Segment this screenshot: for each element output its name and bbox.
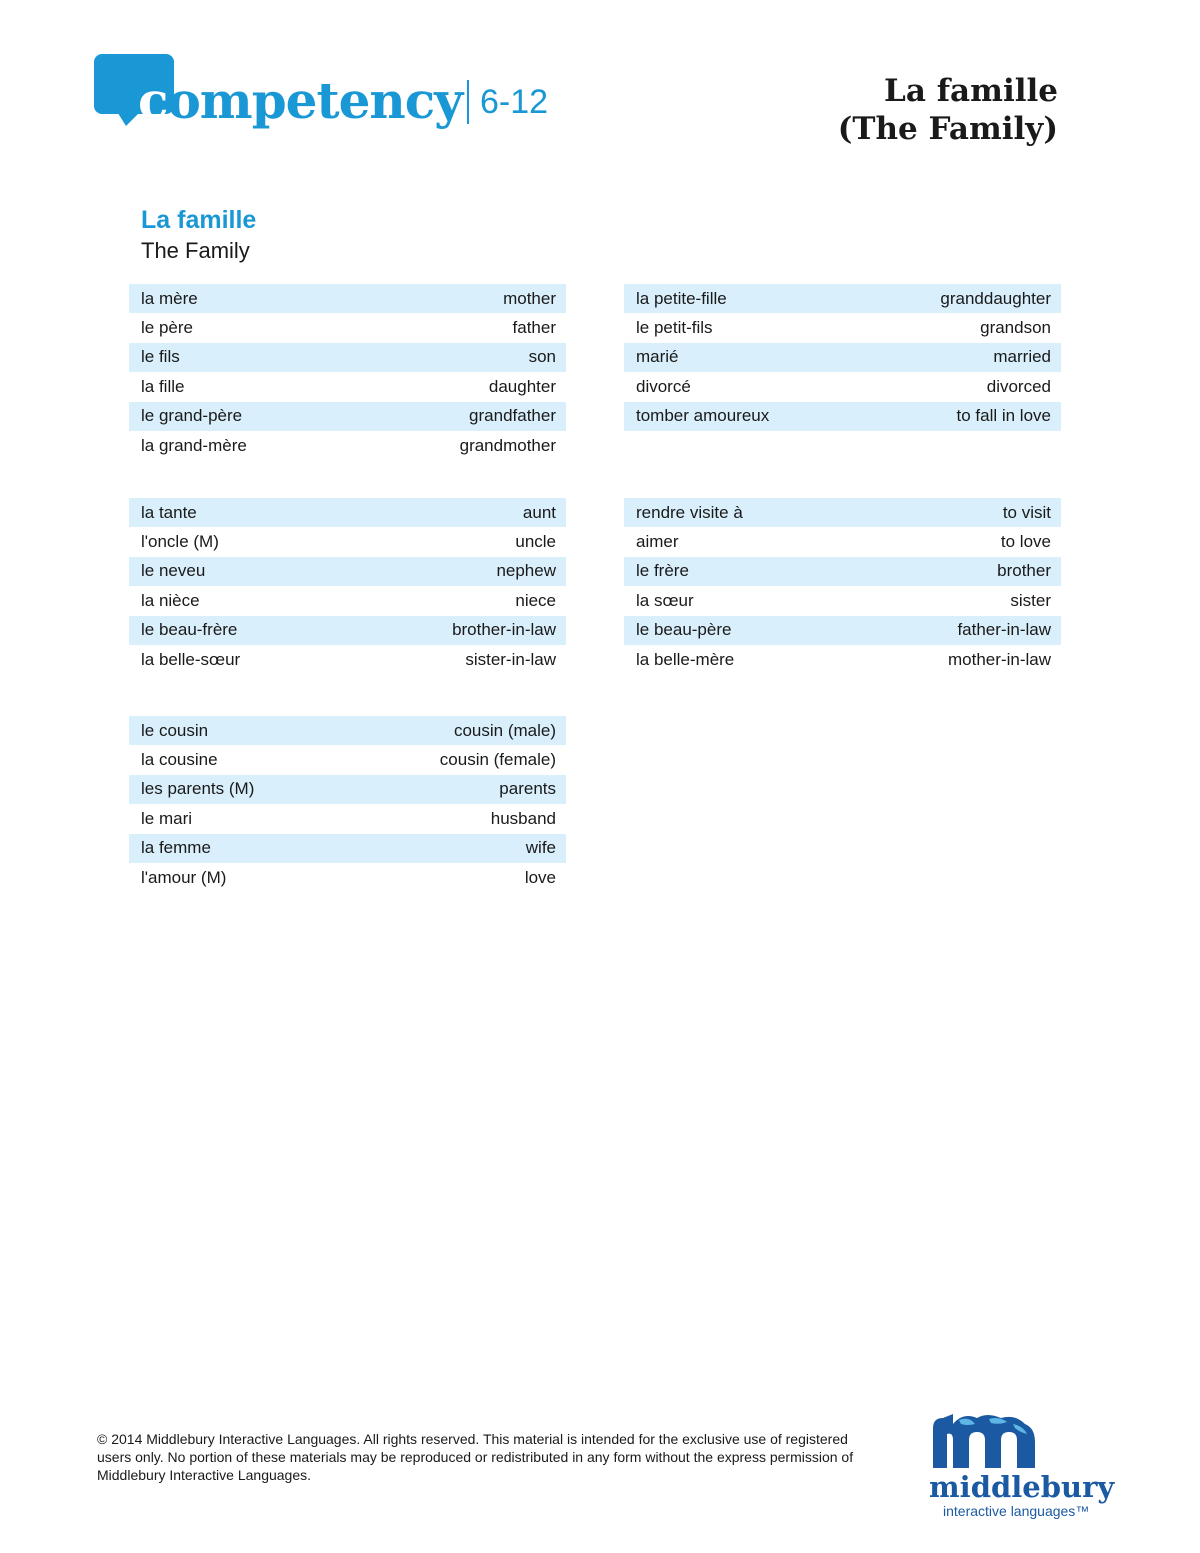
vocab-table-cousins-spouses <box>129 716 566 892</box>
french-term: la belle-mère <box>636 649 735 669</box>
vocab-table-verbs-siblings <box>624 498 1061 674</box>
english-translation: to visit <box>1002 502 1051 522</box>
vocab-table-grandchildren-status <box>624 284 1061 431</box>
vocab-row <box>129 498 566 527</box>
vocab-row <box>624 586 1061 615</box>
vocab-row <box>129 343 566 372</box>
vocab-row <box>129 586 566 615</box>
french-term: tomber amoureux <box>636 406 770 426</box>
french-term: la tante <box>141 502 197 522</box>
vocab-row <box>624 402 1061 431</box>
document-title-french: La famille <box>884 73 1058 109</box>
english-translation: cousin (male) <box>453 720 556 740</box>
french-term: le frère <box>636 561 689 581</box>
french-term: le neveu <box>141 561 206 581</box>
vocab-table-immediate-family <box>129 284 566 460</box>
french-term: la femme <box>141 838 211 858</box>
competency-logo <box>94 54 564 134</box>
english-translation: grandfather <box>469 406 556 426</box>
english-translation: nephew <box>496 561 556 581</box>
vocab-row <box>129 527 566 556</box>
middlebury-logo <box>925 1410 1125 1520</box>
english-translation: parents <box>499 779 556 799</box>
vocab-row <box>624 616 1061 645</box>
middlebury-wordmark: middlebury <box>929 1470 1115 1504</box>
english-translation: sister <box>1010 590 1051 610</box>
vocab-row <box>129 863 566 892</box>
english-translation: grandson <box>980 318 1051 338</box>
logo-wordmark: competency <box>138 71 463 130</box>
vocab-row <box>129 745 566 774</box>
english-translation: father <box>512 318 556 338</box>
document-title <box>838 72 1058 148</box>
french-term: la mère <box>141 288 198 308</box>
french-term: le père <box>141 318 193 338</box>
french-term: l'oncle (M) <box>141 532 219 552</box>
french-term: aimer <box>636 532 679 552</box>
vocab-row <box>624 372 1061 401</box>
french-term: la nièce <box>141 590 200 610</box>
english-translation: to love <box>1000 532 1051 552</box>
english-translation: married <box>993 347 1051 367</box>
french-term: la grand-mère <box>141 435 247 455</box>
french-term: l'amour (M) <box>141 867 227 887</box>
english-translation: daughter <box>488 376 556 396</box>
french-term: les parents (M) <box>141 779 255 799</box>
english-translation: father-in-law <box>957 620 1051 640</box>
vocab-row <box>129 834 566 863</box>
english-translation: granddaughter <box>940 288 1051 308</box>
english-translation: sister-in-law <box>465 649 556 669</box>
vocab-row <box>129 616 566 645</box>
vocab-row <box>624 557 1061 586</box>
french-term: le petit-fils <box>636 318 713 338</box>
copyright-notice: © 2014 Middlebury Interactive Languages. All rights reserved. This material is intended for the exclusive use of registered users only. No portion of these materials may be reproduced or redistributed in any form without the express permission of Middlebury Interactive Languages. <box>97 1431 854 1483</box>
vocab-row <box>129 284 566 313</box>
vocab-row <box>624 313 1061 342</box>
vocab-row <box>624 498 1061 527</box>
french-term: la belle-sœur <box>141 649 241 669</box>
french-term: le cousin <box>141 720 209 740</box>
english-translation: son <box>528 347 556 367</box>
logo-grade-range: 6-12 <box>480 83 549 121</box>
french-term: le mari <box>141 808 193 828</box>
french-term: le beau-frère <box>141 620 238 640</box>
english-translation: mother-in-law <box>948 649 1051 669</box>
vocab-row <box>129 775 566 804</box>
document-title-english: (The Family) <box>837 111 1058 147</box>
vocab-row <box>129 557 566 586</box>
english-translation: love <box>524 867 556 887</box>
section-subtitle: The Family <box>141 238 250 263</box>
french-term: le beau-père <box>636 620 732 640</box>
english-translation: brother-in-law <box>452 620 556 640</box>
english-translation: divorced <box>986 376 1051 396</box>
vocab-row <box>129 313 566 342</box>
english-translation: mother <box>503 288 556 308</box>
vocab-row <box>624 645 1061 674</box>
vocab-row <box>129 372 566 401</box>
english-translation: brother <box>997 561 1051 581</box>
english-translation: niece <box>515 590 556 610</box>
vocab-row <box>624 284 1061 313</box>
section-title: La famille <box>141 206 257 234</box>
vocab-row <box>129 402 566 431</box>
french-term: le fils <box>141 347 180 367</box>
english-translation: to fall in love <box>956 406 1051 426</box>
french-term: le grand-père <box>141 406 243 426</box>
english-translation: cousin (female) <box>439 750 556 770</box>
vocab-row <box>129 716 566 745</box>
french-term: la cousine <box>141 750 218 770</box>
french-term: divorcé <box>636 376 691 396</box>
middlebury-tagline: interactive languages™ <box>943 1503 1090 1519</box>
vocab-row <box>129 431 566 460</box>
vocab-row <box>624 527 1061 556</box>
vocab-row <box>624 343 1061 372</box>
english-translation: aunt <box>522 502 556 522</box>
english-translation: uncle <box>515 532 556 552</box>
english-translation: husband <box>490 808 556 828</box>
french-term: la petite-fille <box>636 288 727 308</box>
french-term: rendre visite à <box>636 502 743 522</box>
vocab-row <box>129 645 566 674</box>
french-term: marié <box>636 347 679 367</box>
vocab-row <box>129 804 566 833</box>
french-term: la fille <box>141 376 185 396</box>
english-translation: wife <box>525 838 556 858</box>
french-term: la sœur <box>636 590 694 610</box>
middlebury-m-globe-icon <box>929 1410 1044 1470</box>
vocab-table-extended-family <box>129 498 566 674</box>
english-translation: grandmother <box>459 435 556 455</box>
logo-divider <box>467 80 469 124</box>
